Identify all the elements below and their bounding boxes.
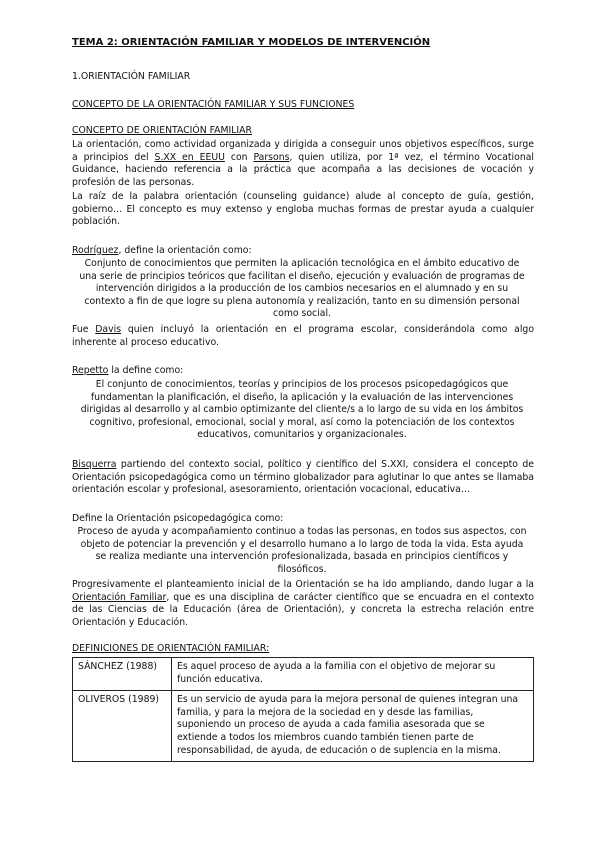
- author-cell: OLIVEROS (1989): [73, 691, 172, 762]
- intro-text-b: con: [224, 151, 254, 163]
- paragraph-root: La raíz de la palabra orientación (counseling guidance) alude al concepto de guía, gestión, gobierno… El concepto es muy extenso y engloba muchas formas de prestar ayuda a cualquier población.: [72, 191, 534, 228]
- repetto-intro-text: la define como:: [108, 365, 184, 376]
- bisquerra-text: partiendo del contexto social, político y científico del S.XXI, considera el concepto de Orientación psicopedagógica como un término globalizador para aglutinar lo que antes se llamaba orientación escolar y profesional, asesoramiento, orientación vocacional, educativa…: [72, 459, 534, 496]
- author-cell: SÁNCHEZ (1988): [73, 658, 172, 691]
- definitions-table: [72, 657, 534, 762]
- intro-text-a: La orientación, como actividad organizada y dirigida a conseguir unos objetivos específicos, surge a principios del: [72, 139, 534, 163]
- rodriguez-intro-text: , define la orientación como:: [118, 245, 252, 256]
- bisquerra-name: Bisquerra: [72, 459, 117, 470]
- davis-text-b: quien incluyó la orientación en el programa escolar, considerándola como algo inherente al proceso educativo.: [72, 324, 535, 348]
- intro-text-c: , quien utiliza, por 1ª vez, el término Vocational Guidance, haciendo referencia a la práctica que acompaña a las decisiones de vocación y profesión de las personas.: [72, 151, 534, 188]
- repetto-name: Repetto: [72, 365, 109, 376]
- page-title: TEMA 2: ORIENTACIÓN FAMILIAR Y MODELOS DE INTERVENCIÓN: [72, 37, 431, 48]
- parsons-name: Parsons: [253, 151, 290, 163]
- psico-intro: Define la Orientación psicopedagógica como:: [72, 513, 284, 524]
- davis-name: Davis: [95, 324, 122, 335]
- psico-quote: Proceso de ayuda y acompañamiento continuo a todas las personas, en todos sus aspectos, con objeto de potenciar la prevención y el desarrollo humano a lo largo de toda la vida. Esta ayuda se realiza mediante una intervención profesionalizada, basada en principios científicos y filosóficos.: [77, 526, 527, 575]
- rodriguez-quote: Conjunto de conocimientos que permiten la aplicación tecnológica en el ámbito educativo de una serie de principios teóricos que facilitan el diseño, ejecución y evaluación de programas de intervención dirigidos a la producción de los cambios necesarios en el alumnado y en su contexto a fin de que logre su plena autonomía y realización, tanto en su dimensión personal como social.: [79, 258, 525, 320]
- concept-heading: CONCEPTO DE ORIENTACIÓN FAMILIAR: [72, 125, 252, 136]
- definition-cell: Es un servicio de ayuda para la mejora personal de quienes integran una familia, y para la mejora de la sociedad en y desde las familias, suponiendo un proceso de ayuda a cada familia asesorada que se extiende a todos los miembros cuando también tienen parte de responsabilidad, de ayuda, de educación o de suplencia en la misma.: [172, 691, 534, 762]
- paragraph-intro: [72, 139, 534, 189]
- definition-cell: Es aquel proceso de ayuda a la familia con el objetivo de mejorar su función educativa.: [172, 658, 534, 691]
- sxx-link-text: S.XX en EEUU: [154, 151, 225, 163]
- progresivamente-text-b: , que es una disciplina de carácter científico que se encuadra en el contexto de las Ciencias de la Educación (área de Orientación), y concreta la estrecha relación entre Orientación y Educación.: [72, 591, 534, 628]
- repetto-intro: [72, 365, 183, 378]
- table-row: [73, 658, 534, 691]
- rodriguez-intro: [72, 245, 252, 258]
- table-row: [73, 691, 534, 762]
- davis-paragraph: [72, 324, 534, 349]
- repetto-quote: El conjunto de conocimientos, teorías y principios de los procesos psicopedagógicos que fundamentan la planificación, el diseño, la aplicación y la evaluación de las intervenciones dirigidas al desarrollo y al cambio optimizante del cliente/s a lo largo de su vida en los ámbitos cognitivo, profesional, emocional, social y moral, así como la potenciación de los contextos educativos, comunitarios y organizacionales.: [80, 379, 524, 441]
- subsection-heading: CONCEPTO DE LA ORIENTACIÓN FAMILIAR Y SUS FUNCIONES: [72, 99, 355, 110]
- definitions-heading: DEFINICIONES DE ORIENTACIÓN FAMILIAR:: [72, 643, 270, 654]
- davis-text-a: Fue: [72, 324, 96, 335]
- progresivamente-paragraph: [72, 579, 534, 629]
- rodriguez-name: Rodríguez: [72, 245, 119, 256]
- progresivamente-text-a: Progresivamente el planteamiento inicial de la Orientación se ha ido ampliando, dando lugar a la: [72, 579, 534, 590]
- orientacion-familiar-term: Orientación Familiar: [72, 591, 167, 603]
- section-heading: 1.ORIENTACIÓN FAMILIAR: [72, 71, 191, 82]
- bisquerra-paragraph: [72, 459, 534, 497]
